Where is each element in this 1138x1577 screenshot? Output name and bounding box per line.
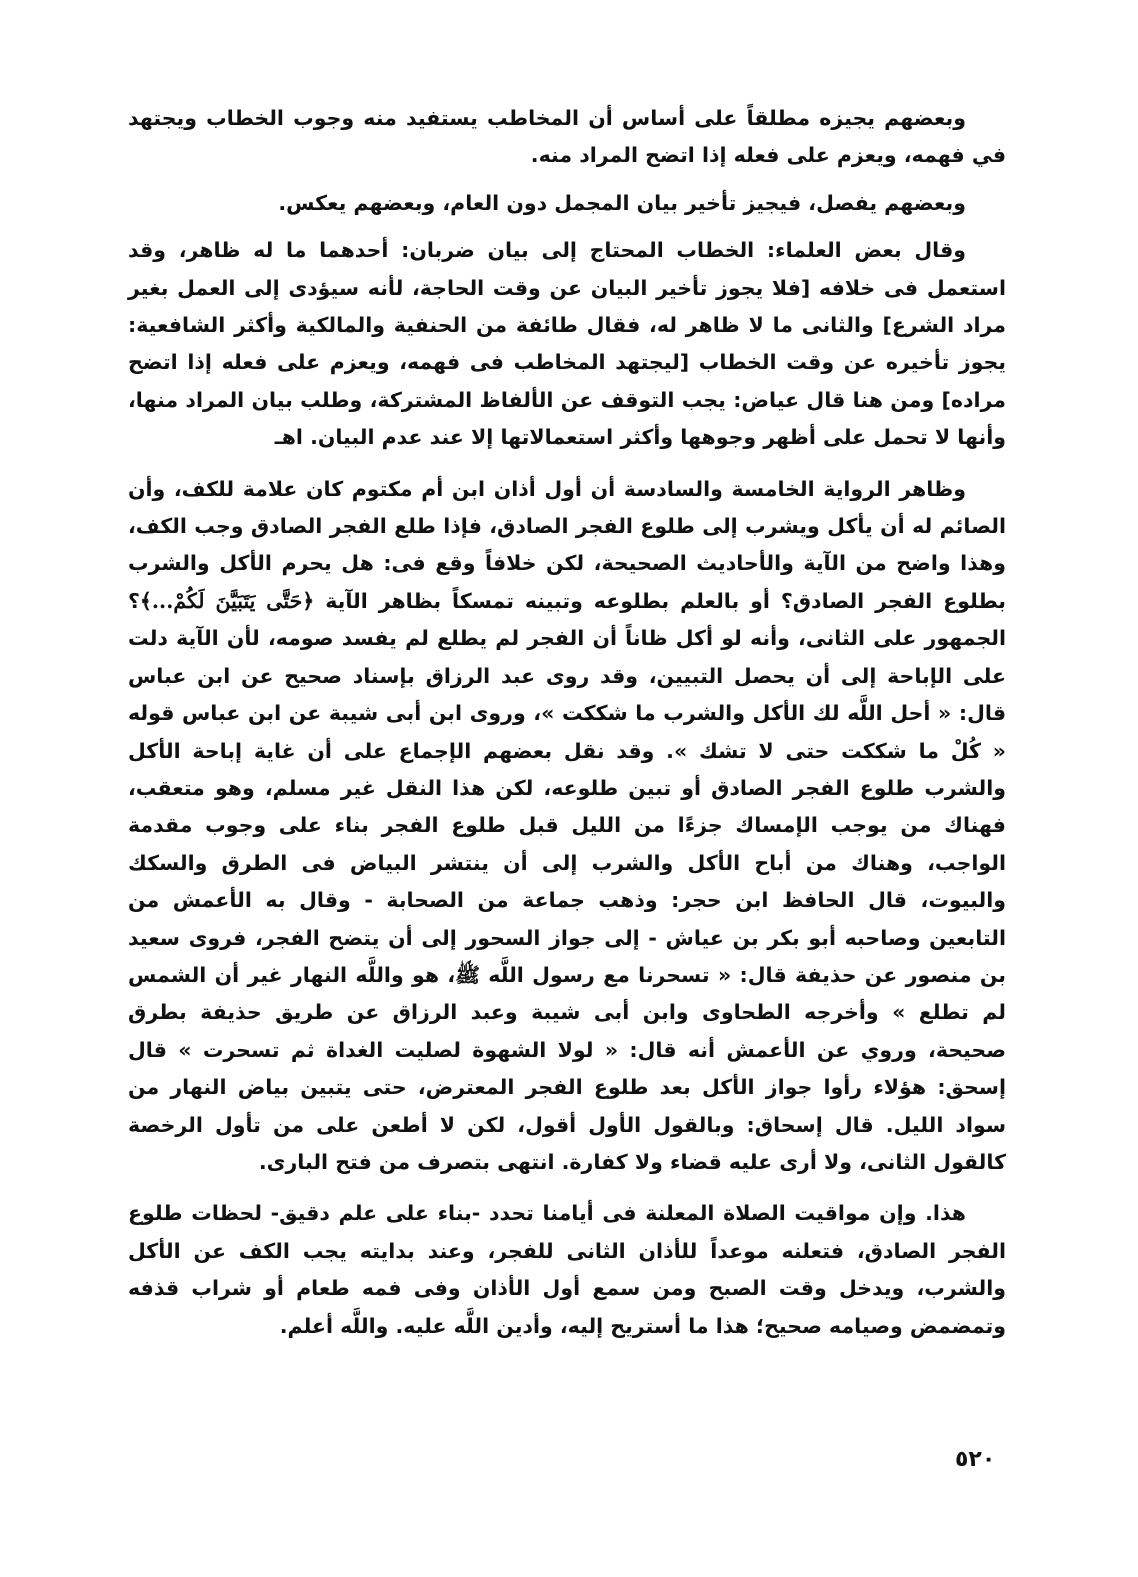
- page-number: ٥٢٠: [955, 1447, 996, 1472]
- paragraph-4: [128, 471, 1006, 1182]
- quran-verse-quote: ﴿حَتَّى يَتَبَيَّنَ لَكُمْ...﴾: [139, 588, 315, 613]
- paragraph-4-text-before-verse: وظاهر الرواية الخامسة والسادسة أن أول أذان ابن أم مكتوم كان علامة للكف، وأن الصائم له أن يأكل ويشرب إلى طلوع الفجر الصادق، فإذا طلع الفجر الصادق وجب الكف، وهذا واضح من الآية والأحاديث الصحيحة، لكن خلافاً وقع فى: هل يحرم الأكل والشرب بطلوع الفجر الصادق؟ أو بالعلم بطلوعه وتبينه تمسكاً بظاهر الآية: [128, 476, 1006, 613]
- paragraph-3: وقال بعض العلماء: الخطاب المحتاج إلى بيان ضربان: أحدهما ما له ظاهر، وقد استعمل فى خلافه [فلا يجوز تأخير البيان عن وقت الحاجة، لأنه سيؤدى إلى العمل بغير مراد الشرع] والثانى ما لا ظاهر له، فقال طائفة من الحنفية والمالكية وأكثر الشافعية: يجوز تأخيره عن وقت الخطاب [ليجتهد المخاطب فى فهمه، ويعزم على فعله إذا اتضح مراده] ومن هنا قال عياض: يجب التوقف عن الألفاظ المشتركة، وطلب بيان المراد منها، وأنها لا تحمل على أظهر وجوهها وأكثر استعمالاتها إلا عند عدم البيان. اهـ: [128, 238, 1006, 450]
- paragraph-5: هذا. وإن مواقيت الصلاة المعلنة فى أيامنا تحدد -بناء على علم دقيق- لحظات طلوع الفجر الصادق، فتعلنه موعداً للأذان الثانى للفجر، وعند بدايته يجب الكف عن الأكل والشرب، ويدخل وقت الصبح ومن سمع أول الأذان وفى فمه طعام أو شراب قذفه وتمضمض وصيامه صحيح؛ هذا ما أستريح إليه، وأدين اللَّه عليه. واللَّه أعلم.: [128, 1201, 1006, 1338]
- document-page: [128, 100, 1006, 1345]
- paragraph-2: وبعضهم يفصل، فيجيز تأخير بيان المجمل دون العام، وبعضهم يعكس.: [278, 190, 966, 215]
- paragraph-1: وبعضهم يجيزه مطلقاً على أساس أن المخاطب يستفيد منه وجوب الخطاب ويجتهد في فهمه، ويعزم على فعله إذا اتضح المراد منه.: [128, 106, 1006, 168]
- paragraph-4-text-after-verse: ؟ الجمهور على الثانى، وأنه لو أكل ظاناً أن الفجر لم يطلع لم يفسد صومه، لأن الآية دلت على الإباحة إلى أن يحصل التبيين، وقد روى عبد الرزاق بإسناد صحيح عن ابن عباس قال: « أحل اللَّه لك الأكل والشرب ما شككت »، وروى ابن أبى شيبة عن ابن عباس قوله « كُلْ ما شككت حتى لا تشك ». وقد نقل بعضهم الإجماع على أن غاية إباحة الأكل والشرب طلوع الفجر الصادق أو تبين طلوعه، لكن هذا النقل غير مسلم، وهو متعقب، فهناك من يوجب الإمساك جزءًا من الليل قبل طلوع الفجر بناء على وجوب مقدمة الواجب، وهناك من أباح الأكل والشرب إلى أن ينتشر البياض فى الطرق والسكك والبيوت، قال الحافظ ابن حجر: وذهب جماعة من الصحابة - وقال به الأعمش من التابعين وصاحبه أبو بكر بن عياش - إلى جواز السحور إلى أن يتضح الفجر، فروى سعيد بن منصور عن حذيفة قال: « تسحرنا مع رسول اللَّه ﷺ، هو واللَّه النهار غير أن الشمس لم تطلع » وأخرجه الطحاوى وابن أبى شيبة وعبد الرزاق عن طريق حذيفة بطرق صحيحة، وروي عن الأعمش أنه قال: « لولا الشهوة لصليت الغداة ثم تسحرت » قال إسحق: هؤلاء رأوا جواز الأكل بعد طلوع الفجر المعترض، حتى يتبين بياض النهار من سواد الليل. قال إسحاق: وبالقول الأول أقول، لكن لا أطعن على من تأول الرخصة كالقول الثانى، ولا أرى عليه قضاء ولا كفارة. انتهى بتصرف من فتح البارى.: [128, 588, 1006, 1174]
